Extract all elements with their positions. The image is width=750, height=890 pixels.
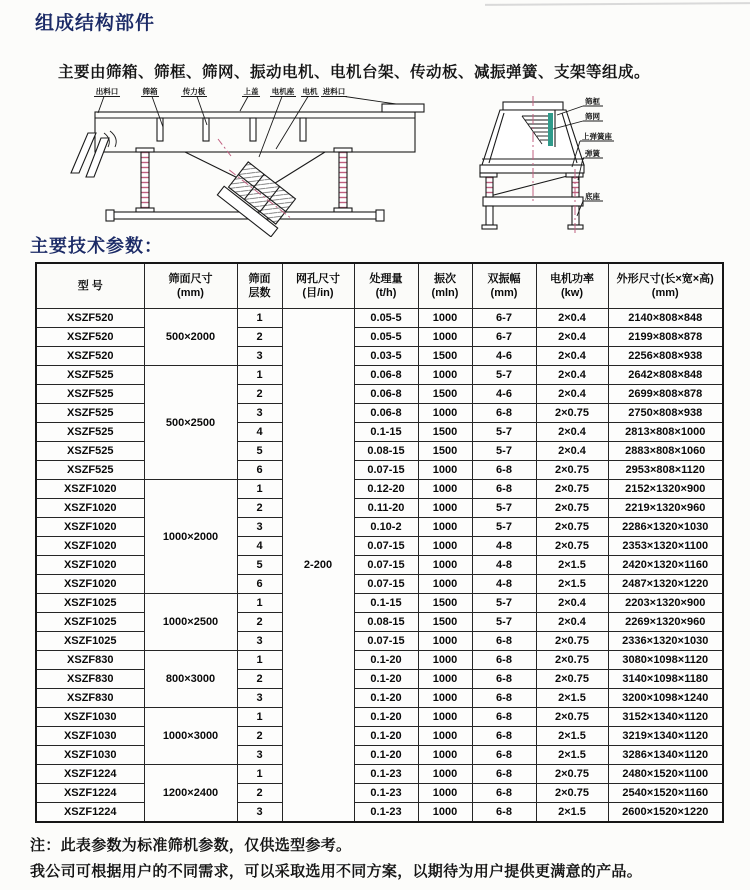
flow-arc bbox=[110, 131, 116, 147]
cell-layers: 3 bbox=[237, 746, 282, 765]
cell-motor-power: 2×1.5 bbox=[536, 746, 608, 765]
cell-frequency: 1000 bbox=[418, 746, 472, 765]
damping-spring bbox=[141, 152, 149, 208]
cell-capacity: 0.07-15 bbox=[354, 632, 418, 651]
cell-layers: 2 bbox=[237, 613, 282, 632]
cell-motor-power: 2×0.75 bbox=[536, 784, 608, 803]
table-row bbox=[36, 480, 723, 499]
cell-screen-size: 1000×2000 bbox=[144, 480, 237, 594]
cell-motor-power: 2×1.5 bbox=[536, 575, 608, 594]
cell-motor-power: 2×0.75 bbox=[536, 765, 608, 784]
cell-amplitude: 6-8 bbox=[472, 765, 536, 784]
cell-amplitude: 4-6 bbox=[472, 385, 536, 404]
cell-motor-power: 2×1.5 bbox=[536, 803, 608, 823]
cell-capacity: 0.1-23 bbox=[354, 784, 418, 803]
cell-dimensions: 3140×1098×1180 bbox=[608, 670, 723, 689]
cell-frequency: 1500 bbox=[418, 423, 472, 442]
cell-amplitude: 5-7 bbox=[472, 366, 536, 385]
cell-motor-power: 2×1.5 bbox=[536, 727, 608, 746]
cell-amplitude: 4-8 bbox=[472, 575, 536, 594]
cell-motor-power: 2×0.4 bbox=[536, 328, 608, 347]
cell-layers: 2 bbox=[237, 385, 282, 404]
damping-spring bbox=[339, 152, 347, 208]
cell-frequency: 1000 bbox=[418, 727, 472, 746]
cell-frequency: 1000 bbox=[418, 765, 472, 784]
cell-model: XSZF830 bbox=[36, 651, 144, 670]
label-upper-spring-seat: 上弹簧座 bbox=[582, 132, 612, 141]
label-screen-box: 筛箱 bbox=[142, 87, 158, 96]
footnote-1: 注：此表参数为标准筛机参数，仅供选型参考。 bbox=[30, 837, 352, 854]
cell-model: XSZF830 bbox=[36, 689, 144, 708]
foot bbox=[482, 225, 497, 229]
cell-dimensions: 2420×1320×1160 bbox=[608, 556, 723, 575]
end-view-diagram bbox=[480, 96, 584, 233]
cell-dimensions: 2199×808×878 bbox=[608, 328, 723, 347]
cell-frequency: 1000 bbox=[418, 689, 472, 708]
cell-frequency: 1000 bbox=[418, 556, 472, 575]
cell-model: XSZF1020 bbox=[36, 480, 144, 499]
cell-dimensions: 2353×1320×1100 bbox=[608, 537, 723, 556]
force-plate bbox=[300, 118, 306, 141]
cell-layers: 5 bbox=[237, 442, 282, 461]
cell-amplitude: 6-8 bbox=[472, 651, 536, 670]
leg bbox=[486, 206, 493, 225]
cell-model: XSZF525 bbox=[36, 423, 144, 442]
cell-frequency: 1000 bbox=[418, 518, 472, 537]
footnote-2: 我公司可根据用户的不同需求，可以采取选用不同方案，以期待为用户提供更满意的产品。 bbox=[30, 863, 643, 880]
cell-layers: 1 bbox=[237, 765, 282, 784]
cell-frequency: 1000 bbox=[418, 309, 472, 328]
table-row bbox=[36, 423, 723, 442]
cell-motor-power: 2×0.75 bbox=[536, 404, 608, 423]
cell-amplitude: 6-7 bbox=[472, 328, 536, 347]
table-row bbox=[36, 404, 723, 423]
cell-capacity: 0.08-15 bbox=[354, 442, 418, 461]
cell-capacity: 0.07-15 bbox=[354, 556, 418, 575]
cell-amplitude: 4-8 bbox=[472, 556, 536, 575]
cell-capacity: 0.07-15 bbox=[354, 575, 418, 594]
cell-amplitude: 5-7 bbox=[472, 442, 536, 461]
column-header-2: 筛面 层数 bbox=[237, 263, 282, 309]
section-title-parameters: 主要技术参数： bbox=[30, 236, 163, 256]
side-view-diagram bbox=[71, 104, 424, 237]
cell-frequency: 1000 bbox=[418, 499, 472, 518]
cell-screen-size: 1000×2500 bbox=[144, 594, 237, 651]
cell-model: XSZF830 bbox=[36, 670, 144, 689]
cell-model: XSZF1030 bbox=[36, 727, 144, 746]
column-header-7: 电机功率 (kw) bbox=[536, 263, 608, 309]
cell-capacity: 0.1-20 bbox=[354, 746, 418, 765]
cell-model: XSZF520 bbox=[36, 328, 144, 347]
table-row bbox=[36, 328, 723, 347]
cell-amplitude: 6-8 bbox=[472, 746, 536, 765]
cell-layers: 3 bbox=[237, 689, 282, 708]
cell-model: XSZF1030 bbox=[36, 746, 144, 765]
cell-model: XSZF525 bbox=[36, 442, 144, 461]
table-row bbox=[36, 803, 723, 823]
cell-amplitude: 6-8 bbox=[472, 689, 536, 708]
base-end bbox=[106, 210, 114, 221]
cell-dimensions: 2152×1320×900 bbox=[608, 480, 723, 499]
section-title-structure: 组成结构部件 bbox=[35, 13, 156, 34]
lower-frame bbox=[483, 197, 583, 206]
cell-frequency: 1500 bbox=[418, 385, 472, 404]
cell-dimensions: 3219×1340×1120 bbox=[608, 727, 723, 746]
cell-motor-power: 2×0.75 bbox=[536, 480, 608, 499]
cell-frequency: 1500 bbox=[418, 347, 472, 366]
table-row bbox=[36, 708, 723, 727]
table-row bbox=[36, 518, 723, 537]
cell-motor-power: 2×1.5 bbox=[536, 556, 608, 575]
cell-capacity: 0.07-15 bbox=[354, 461, 418, 480]
table-row bbox=[36, 499, 723, 518]
vibration-motor bbox=[213, 156, 304, 237]
cell-layers: 3 bbox=[237, 518, 282, 537]
label-force-plate: 传力板 bbox=[182, 87, 206, 96]
motor-support bbox=[272, 152, 325, 185]
table-row bbox=[36, 670, 723, 689]
label-motor: 电机 bbox=[302, 87, 318, 96]
cell-layers: 3 bbox=[237, 404, 282, 423]
cell-layers: 4 bbox=[237, 537, 282, 556]
cell-layers: 1 bbox=[237, 651, 282, 670]
cell-model: XSZF1224 bbox=[36, 803, 144, 823]
cell-amplitude: 5-7 bbox=[472, 613, 536, 632]
cell-dimensions: 3200×1098×1240 bbox=[608, 689, 723, 708]
cell-layers: 6 bbox=[237, 575, 282, 594]
structure-description: 主要由筛箱、筛框、筛网、振动电机、电机台架、传动板、减振弹簧、支架等组成。 bbox=[58, 64, 651, 81]
spring-flange bbox=[136, 148, 154, 152]
cell-frequency: 1500 bbox=[418, 442, 472, 461]
cell-model: XSZF1020 bbox=[36, 499, 144, 518]
label-screen-frame: 筛框 bbox=[585, 97, 600, 106]
cell-model: XSZF1025 bbox=[36, 632, 144, 651]
cell-screen-size: 1000×3000 bbox=[144, 708, 237, 765]
cell-model: XSZF1020 bbox=[36, 575, 144, 594]
cell-capacity: 0.06-8 bbox=[354, 385, 418, 404]
table-row bbox=[36, 632, 723, 651]
cell-screen-size: 800×3000 bbox=[144, 651, 237, 708]
cell-capacity: 0.1-20 bbox=[354, 670, 418, 689]
cell-capacity: 0.10-2 bbox=[354, 518, 418, 537]
label-motor-base: 电机座 bbox=[271, 87, 295, 96]
cell-screen-size: 500×2000 bbox=[144, 309, 237, 366]
cell-frequency: 1000 bbox=[418, 461, 472, 480]
cell-frequency: 1000 bbox=[418, 670, 472, 689]
cell-frequency: 1000 bbox=[418, 803, 472, 823]
footnotes bbox=[30, 833, 642, 885]
table-row bbox=[36, 575, 723, 594]
cell-motor-power: 2×1.5 bbox=[536, 689, 608, 708]
cell-layers: 1 bbox=[237, 366, 282, 385]
cell-frequency: 1000 bbox=[418, 404, 472, 423]
cell-capacity: 0.08-15 bbox=[354, 613, 418, 632]
cell-frequency: 1500 bbox=[418, 594, 472, 613]
cell-capacity: 0.1-23 bbox=[354, 803, 418, 823]
cell-amplitude: 4-8 bbox=[472, 537, 536, 556]
cell-frequency: 1500 bbox=[418, 613, 472, 632]
centerline-mark bbox=[218, 139, 231, 156]
scan-artifact-line bbox=[485, 2, 750, 6]
cell-layers: 3 bbox=[237, 803, 282, 823]
cell-frequency: 1000 bbox=[418, 480, 472, 499]
cell-amplitude: 6-8 bbox=[472, 670, 536, 689]
cell-model: XSZF1224 bbox=[36, 765, 144, 784]
table-row bbox=[36, 366, 723, 385]
cell-capacity: 0.07-15 bbox=[354, 537, 418, 556]
spring bbox=[486, 177, 493, 197]
table-row bbox=[36, 309, 723, 328]
column-header-3: 网孔尺寸 (目/in) bbox=[282, 263, 354, 309]
cell-capacity: 0.06-8 bbox=[354, 404, 418, 423]
spring-flange bbox=[334, 208, 352, 212]
cell-dimensions: 2336×1320×1030 bbox=[608, 632, 723, 651]
cell-layers: 1 bbox=[237, 309, 282, 328]
cell-amplitude: 6-8 bbox=[472, 404, 536, 423]
cell-dimensions: 3080×1098×1120 bbox=[608, 651, 723, 670]
cell-layers: 5 bbox=[237, 556, 282, 575]
column-header-1: 筛面尺寸 (mm) bbox=[144, 263, 237, 309]
cell-model: XSZF1020 bbox=[36, 518, 144, 537]
cell-amplitude: 5-7 bbox=[472, 499, 536, 518]
cell-motor-power: 2×0.75 bbox=[536, 670, 608, 689]
table-row bbox=[36, 442, 723, 461]
cell-motor-power: 2×0.4 bbox=[536, 309, 608, 328]
column-header-5: 振次 (mln) bbox=[418, 263, 472, 309]
cell-frequency: 1000 bbox=[418, 366, 472, 385]
cell-dimensions: 2750×808×938 bbox=[608, 404, 723, 423]
base-end bbox=[376, 210, 384, 221]
cell-layers: 2 bbox=[237, 784, 282, 803]
cell-frequency: 1000 bbox=[418, 651, 472, 670]
cell-amplitude: 5-7 bbox=[472, 518, 536, 537]
column-header-8: 外形尺寸(长×宽×高) (mm) bbox=[608, 263, 723, 309]
label-screen-mesh: 筛网 bbox=[585, 112, 600, 121]
cell-layers: 1 bbox=[237, 708, 282, 727]
cell-frequency: 1000 bbox=[418, 537, 472, 556]
cell-dimensions: 3286×1340×1120 bbox=[608, 746, 723, 765]
screen-mesh-strip bbox=[548, 113, 553, 146]
table-row bbox=[36, 689, 723, 708]
table-row bbox=[36, 727, 723, 746]
cell-motor-power: 2×0.4 bbox=[536, 347, 608, 366]
label-spring: 弹簧 bbox=[585, 149, 600, 158]
cell-dimensions: 2540×1520×1160 bbox=[608, 784, 723, 803]
spring-flange bbox=[334, 148, 352, 152]
header-row bbox=[36, 263, 723, 309]
cell-motor-power: 2×0.4 bbox=[536, 366, 608, 385]
cell-model: XSZF525 bbox=[36, 385, 144, 404]
cell-model: XSZF525 bbox=[36, 366, 144, 385]
cell-capacity: 0.1-23 bbox=[354, 765, 418, 784]
table-row bbox=[36, 765, 723, 784]
table-row bbox=[36, 746, 723, 765]
cell-amplitude: 6-8 bbox=[472, 784, 536, 803]
cell-motor-power: 2×0.75 bbox=[536, 651, 608, 670]
cell-amplitude: 6-8 bbox=[472, 480, 536, 499]
cell-screen-size: 1200×2400 bbox=[144, 765, 237, 823]
cell-capacity: 0.05-5 bbox=[354, 328, 418, 347]
cell-frequency: 1000 bbox=[418, 708, 472, 727]
column-header-6: 双振幅 (mm) bbox=[472, 263, 536, 309]
cell-layers: 3 bbox=[237, 347, 282, 366]
cell-motor-power: 2×0.75 bbox=[536, 537, 608, 556]
cell-model: XSZF1224 bbox=[36, 784, 144, 803]
cell-layers: 2 bbox=[237, 328, 282, 347]
label-feed-inlet: 进料口 bbox=[322, 87, 346, 96]
spring-flange bbox=[136, 208, 154, 212]
table-row bbox=[36, 613, 723, 632]
cell-frequency: 1000 bbox=[418, 328, 472, 347]
cell-dimensions: 2140×808×848 bbox=[608, 309, 723, 328]
cell-dimensions: 2600×1520×1220 bbox=[608, 803, 723, 823]
cell-dimensions: 2286×1320×1030 bbox=[608, 518, 723, 537]
cell-amplitude: 6-8 bbox=[472, 803, 536, 823]
cell-motor-power: 2×0.75 bbox=[536, 461, 608, 480]
label-base: 底座 bbox=[585, 192, 600, 201]
cell-layers: 3 bbox=[237, 632, 282, 651]
cell-model: XSZF520 bbox=[36, 347, 144, 366]
cell-dimensions: 2953×808×1120 bbox=[608, 461, 723, 480]
force-plate bbox=[250, 118, 256, 141]
cell-amplitude: 5-7 bbox=[472, 423, 536, 442]
cell-layers: 2 bbox=[237, 670, 282, 689]
cell-model: XSZF525 bbox=[36, 404, 144, 423]
table-row bbox=[36, 385, 723, 404]
cell-dimensions: 2269×1320×960 bbox=[608, 613, 723, 632]
cell-capacity: 0.1-15 bbox=[354, 594, 418, 613]
column-header-0: 型 号 bbox=[36, 263, 144, 309]
cell-capacity: 0.1-15 bbox=[354, 423, 418, 442]
table-row bbox=[36, 347, 723, 366]
label-outlet: 出料口 bbox=[95, 87, 119, 96]
cell-frequency: 1000 bbox=[418, 632, 472, 651]
cell-mesh-size: 2-200 bbox=[282, 309, 354, 823]
cell-model: XSZF520 bbox=[36, 309, 144, 328]
cell-amplitude: 6-8 bbox=[472, 708, 536, 727]
cell-layers: 1 bbox=[237, 480, 282, 499]
side-view-labels bbox=[94, 86, 396, 157]
cell-capacity: 0.06-8 bbox=[354, 366, 418, 385]
table-row bbox=[36, 537, 723, 556]
cell-motor-power: 2×0.75 bbox=[536, 632, 608, 651]
cell-amplitude: 6-8 bbox=[472, 727, 536, 746]
cell-frequency: 1000 bbox=[418, 784, 472, 803]
table-row bbox=[36, 651, 723, 670]
cell-model: XSZF1025 bbox=[36, 613, 144, 632]
cell-amplitude: 5-7 bbox=[472, 594, 536, 613]
cell-dimensions: 2487×1320×1220 bbox=[608, 575, 723, 594]
cell-model: XSZF1030 bbox=[36, 708, 144, 727]
cell-capacity: 0.11-20 bbox=[354, 499, 418, 518]
cell-capacity: 0.12-20 bbox=[354, 480, 418, 499]
cell-layers: 4 bbox=[237, 423, 282, 442]
column-header-4: 处理量 (t/h) bbox=[354, 263, 418, 309]
cell-capacity: 0.03-5 bbox=[354, 347, 418, 366]
spec-table-wrapper bbox=[35, 262, 724, 823]
cell-capacity: 0.1-20 bbox=[354, 727, 418, 746]
cell-dimensions: 3152×1340×1120 bbox=[608, 708, 723, 727]
cell-model: XSZF525 bbox=[36, 461, 144, 480]
cell-layers: 2 bbox=[237, 499, 282, 518]
cell-amplitude: 4-6 bbox=[472, 347, 536, 366]
cell-capacity: 0.05-5 bbox=[354, 309, 418, 328]
cell-motor-power: 2×0.75 bbox=[536, 708, 608, 727]
cell-model: XSZF1025 bbox=[36, 594, 144, 613]
spec-table bbox=[35, 262, 724, 823]
cell-capacity: 0.1-20 bbox=[354, 651, 418, 670]
spring-seat-beam bbox=[480, 165, 584, 173]
table-row bbox=[36, 556, 723, 575]
cell-motor-power: 2×0.4 bbox=[536, 594, 608, 613]
cell-amplitude: 6-8 bbox=[472, 632, 536, 651]
cell-dimensions: 2813×808×1000 bbox=[608, 423, 723, 442]
cell-dimensions: 2219×1320×960 bbox=[608, 499, 723, 518]
force-plate bbox=[157, 118, 163, 141]
feed-inlet bbox=[382, 104, 424, 112]
cell-capacity: 0.1-20 bbox=[354, 708, 418, 727]
cell-dimensions: 2480×1520×1100 bbox=[608, 765, 723, 784]
table-row bbox=[36, 784, 723, 803]
cell-capacity: 0.1-20 bbox=[354, 689, 418, 708]
cell-dimensions: 2642×808×848 bbox=[608, 366, 723, 385]
cell-frequency: 1000 bbox=[418, 575, 472, 594]
cell-motor-power: 2×0.4 bbox=[536, 423, 608, 442]
table-row bbox=[36, 461, 723, 480]
cell-motor-power: 2×0.4 bbox=[536, 385, 608, 404]
cell-motor-power: 2×0.75 bbox=[536, 499, 608, 518]
cell-layers: 2 bbox=[237, 727, 282, 746]
cell-layers: 6 bbox=[237, 461, 282, 480]
cell-screen-size: 500×2500 bbox=[144, 366, 237, 480]
cell-motor-power: 2×0.4 bbox=[536, 613, 608, 632]
cell-model: XSZF1020 bbox=[36, 556, 144, 575]
cell-dimensions: 2883×808×1060 bbox=[608, 442, 723, 461]
cell-model: XSZF1020 bbox=[36, 537, 144, 556]
cell-dimensions: 2203×1320×900 bbox=[608, 594, 723, 613]
cell-amplitude: 6-7 bbox=[472, 309, 536, 328]
cell-motor-power: 2×0.75 bbox=[536, 518, 608, 537]
cell-amplitude: 6-8 bbox=[472, 461, 536, 480]
label-top-cover: 上盖 bbox=[243, 87, 259, 96]
cell-motor-power: 2×0.4 bbox=[536, 442, 608, 461]
cell-dimensions: 2699×808×878 bbox=[608, 385, 723, 404]
table-row bbox=[36, 594, 723, 613]
cell-dimensions: 2256×808×938 bbox=[608, 347, 723, 366]
cell-layers: 1 bbox=[237, 594, 282, 613]
structure-diagrams bbox=[0, 85, 750, 237]
